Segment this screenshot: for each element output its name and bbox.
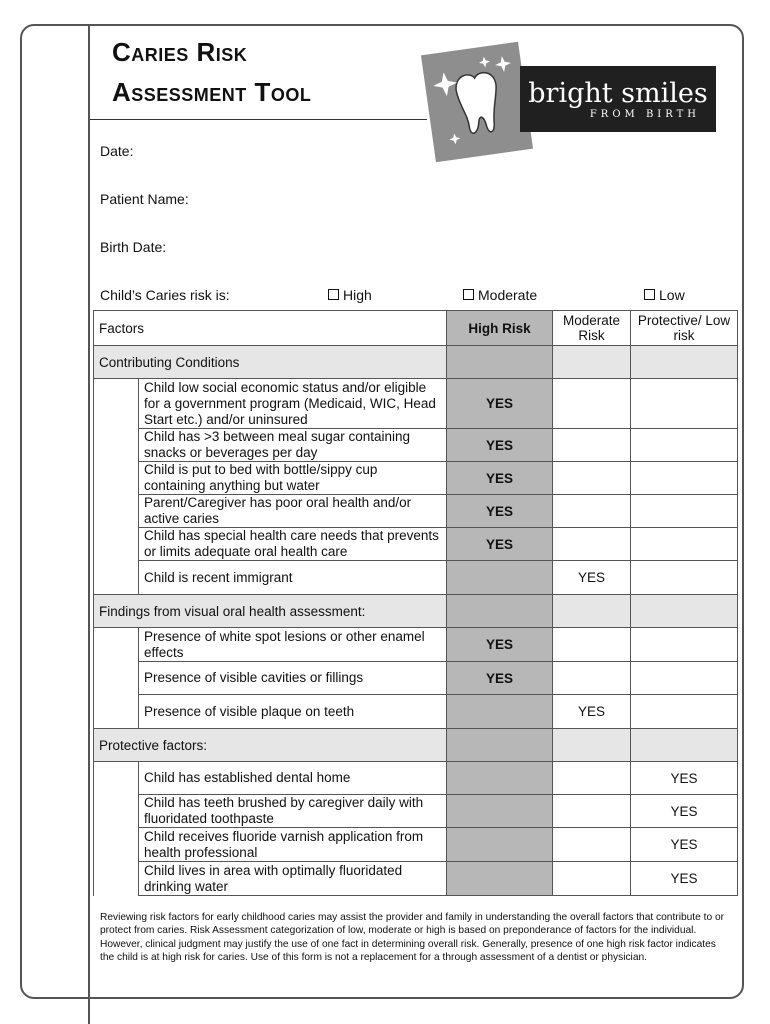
indent-cell: [94, 462, 139, 495]
indent-cell: [94, 795, 139, 828]
section-title: Protective factors:: [94, 729, 447, 762]
indent-cell: [94, 628, 139, 662]
indent-cell: [94, 528, 139, 561]
low-risk-cell: [631, 561, 738, 595]
factor-cell: Child has special health care needs that prevents or limits adequate oral health care: [139, 528, 447, 561]
high-risk-cell: YES: [447, 462, 553, 495]
moderate-risk-cell: [553, 495, 631, 528]
low-risk-cell: [631, 695, 738, 729]
high-risk-cell: [447, 762, 553, 795]
header-high-risk: High Risk: [447, 311, 553, 346]
low-risk-cell: [631, 662, 738, 695]
indent-cell: [94, 862, 139, 896]
high-risk-cell: [447, 795, 553, 828]
moderate-risk-cell: [553, 462, 631, 495]
moderate-risk-cell: YES: [553, 561, 631, 595]
logo-sub-text: FROM BIRTH: [589, 109, 700, 120]
section-title: Contributing Conditions: [94, 346, 447, 379]
low-risk-cell: [631, 462, 738, 495]
low-risk-cell: YES: [631, 795, 738, 828]
patient-name-field[interactable]: Patient Name:: [100, 191, 189, 207]
high-risk-cell: YES: [447, 628, 553, 662]
table-row: [94, 379, 738, 429]
header-low-risk: Protective/ Low risk: [631, 311, 738, 346]
low-risk-cell: YES: [631, 862, 738, 896]
indent-cell: [94, 561, 139, 595]
section-moderate-cell: [553, 729, 631, 762]
factor-cell: Child receives fluoride varnish application from health professional: [139, 828, 447, 862]
high-risk-cell: [447, 561, 553, 595]
footnote: Reviewing risk factors for early childhood caries may assist the provider and family in understanding the overall factors that contribute to or protect from caries. Risk Assessment categorization of low, moderate or high is based on preponderance of factors for the individual. However, clinical judgment may justify the use of one fact in determining overall risk. Generally, presence of one high risk factor indicates the child is at high risk for caries. Use of this form is not a replacement for a through assessment of a dentist or physician.: [100, 912, 724, 964]
table-row: [94, 495, 738, 528]
risk-high-option[interactable]: High: [328, 287, 372, 303]
table-row: [94, 795, 738, 828]
factor-cell: Child lives in area with optimally fluoridated drinking water: [139, 862, 447, 896]
moderate-risk-cell: [553, 379, 631, 429]
factor-cell: Child is put to bed with bottle/sippy cup containing anything but water: [139, 462, 447, 495]
table-row: [94, 828, 738, 862]
date-field[interactable]: Date:: [100, 143, 134, 159]
high-risk-cell: [447, 695, 553, 729]
low-risk-cell: YES: [631, 828, 738, 862]
header-factors: Factors: [94, 311, 447, 346]
low-risk-cell: [631, 495, 738, 528]
low-risk-cell: [631, 628, 738, 662]
high-risk-cell: YES: [447, 662, 553, 695]
table-header-row: [94, 311, 738, 346]
section-title: Findings from visual oral health assessment:: [94, 595, 447, 628]
factor-cell: Child has >3 between meal sugar containing snacks or beverages per day: [139, 429, 447, 462]
section-low-cell: [631, 729, 738, 762]
checkbox-icon[interactable]: [644, 289, 655, 300]
low-risk-cell: [631, 429, 738, 462]
factor-cell: Presence of white spot lesions or other enamel effects: [139, 628, 447, 662]
factor-cell: Presence of visible cavities or fillings: [139, 662, 447, 695]
table-row: [94, 429, 738, 462]
section-high-cell: [447, 729, 553, 762]
risk-low-option[interactable]: Low: [644, 287, 685, 303]
risk-factor-table: [93, 310, 738, 896]
section-high-cell: [447, 346, 553, 379]
caries-risk-row: [100, 287, 700, 303]
moderate-risk-cell: [553, 528, 631, 561]
section-moderate-cell: [553, 595, 631, 628]
margin-rule: [88, 24, 90, 1024]
caries-risk-label: Child’s Caries risk is:: [100, 287, 230, 303]
tooth-logo-icon: [421, 42, 533, 163]
low-risk-cell: [631, 379, 738, 429]
section-header-row: [94, 346, 738, 379]
high-risk-cell: YES: [447, 429, 553, 462]
moderate-risk-cell: YES: [553, 695, 631, 729]
table-row: [94, 528, 738, 561]
section-moderate-cell: [553, 346, 631, 379]
indent-cell: [94, 695, 139, 729]
high-risk-cell: YES: [447, 379, 553, 429]
table-row: [94, 862, 738, 896]
logo-main-text: bright smiles: [528, 78, 708, 109]
table-row: [94, 628, 738, 662]
section-high-cell: [447, 595, 553, 628]
moderate-risk-cell: [553, 628, 631, 662]
low-risk-cell: [631, 528, 738, 561]
table-row: [94, 462, 738, 495]
moderate-risk-cell: [553, 828, 631, 862]
factor-cell: Child low social economic status and/or eligible for a government program (Medicaid, WIC, Head Start etc.) and/or uninsured: [139, 379, 447, 429]
title-divider: [90, 119, 427, 120]
checkbox-icon[interactable]: [328, 289, 339, 300]
low-risk-cell: YES: [631, 762, 738, 795]
factor-cell: Child has established dental home: [139, 762, 447, 795]
indent-cell: [94, 828, 139, 862]
moderate-risk-cell: [553, 795, 631, 828]
high-risk-cell: YES: [447, 495, 553, 528]
high-risk-cell: YES: [447, 528, 553, 561]
indent-cell: [94, 379, 139, 429]
table-row: [94, 762, 738, 795]
indent-cell: [94, 495, 139, 528]
section-low-cell: [631, 595, 738, 628]
table-row: [94, 662, 738, 695]
factor-cell: Presence of visible plaque on teeth: [139, 695, 447, 729]
indent-cell: [94, 429, 139, 462]
section-header-row: [94, 595, 738, 628]
indent-cell: [94, 762, 139, 795]
moderate-risk-cell: [553, 662, 631, 695]
title-line-1: Caries Risk: [112, 37, 248, 67]
moderate-risk-cell: [553, 762, 631, 795]
table-row: [94, 695, 738, 729]
birth-date-field[interactable]: Birth Date:: [100, 239, 167, 255]
high-risk-cell: [447, 828, 553, 862]
page-title: [112, 32, 311, 112]
factor-cell: Child has teeth brushed by caregiver daily with fluoridated toothpaste: [139, 795, 447, 828]
high-risk-cell: [447, 862, 553, 896]
indent-cell: [94, 662, 139, 695]
brand-logo: [520, 66, 716, 132]
moderate-risk-cell: [553, 429, 631, 462]
title-line-2: Assessment Tool: [112, 77, 312, 107]
moderate-risk-cell: [553, 862, 631, 896]
checkbox-icon[interactable]: [463, 289, 474, 300]
table-row: [94, 561, 738, 595]
header-moderate-risk: Moderate Risk: [553, 311, 631, 346]
factor-cell: Child is recent immigrant: [139, 561, 447, 595]
factor-cell: Parent/Caregiver has poor oral health and/or active caries: [139, 495, 447, 528]
risk-moderate-option[interactable]: Moderate: [463, 287, 537, 303]
section-low-cell: [631, 346, 738, 379]
section-header-row: [94, 729, 738, 762]
